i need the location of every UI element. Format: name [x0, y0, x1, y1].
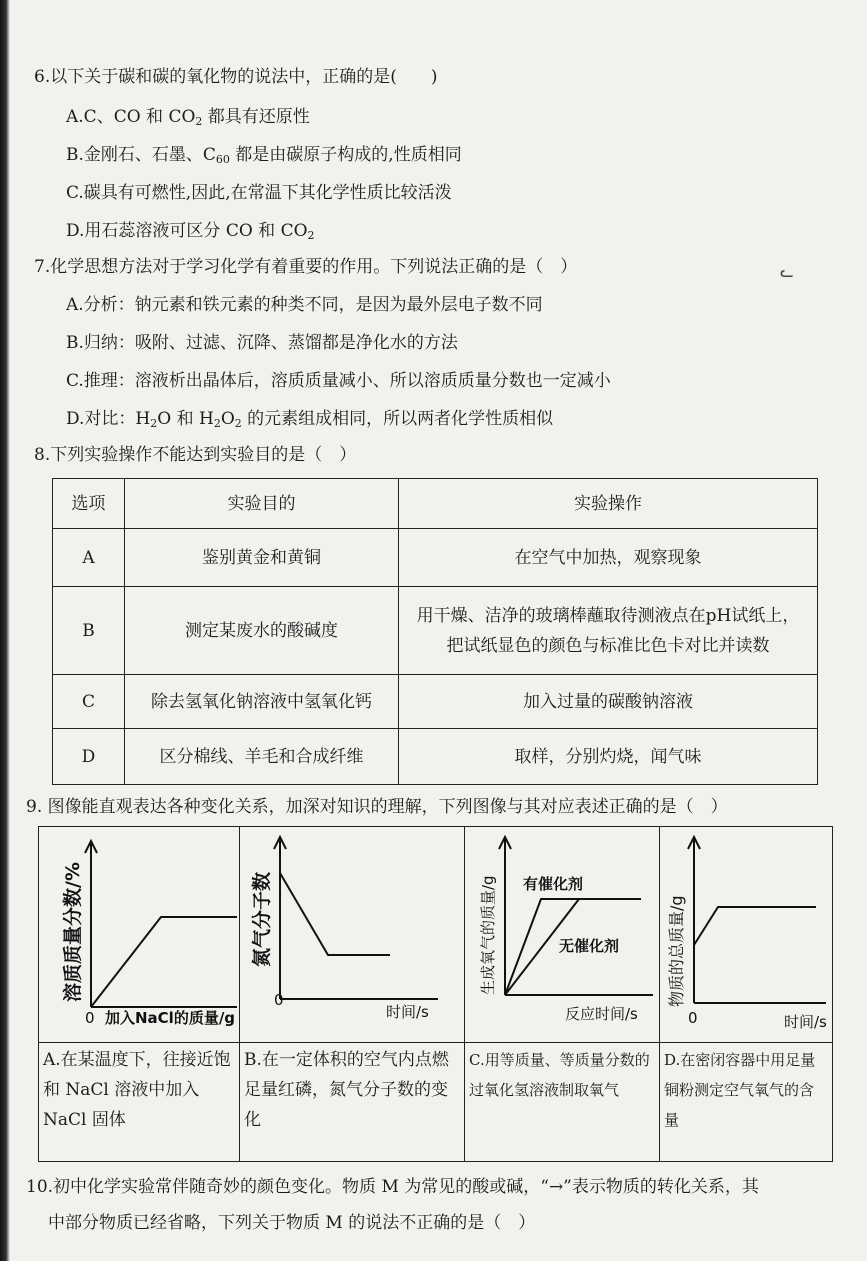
graph-d — [660, 827, 832, 1042]
graph-a-y-label: 溶质质量分数/% — [62, 862, 84, 1002]
graph-a-origin: 0 — [85, 1009, 95, 1027]
graph-c-y-label: 生成氧气的质量/g — [479, 875, 497, 995]
stray-pen-mark: ᓚ — [780, 262, 794, 281]
graph-c-series-catalyst: 有催化剂 — [523, 875, 584, 893]
table-row — [53, 675, 818, 729]
question-6-option-d: D.用石蕊溶液可区分 CO 和 $CO_2$ — [66, 221, 315, 242]
question-6-stem: 6.以下关于碳和碳的氧化物的说法中，正确的是( ) — [34, 67, 438, 87]
graph-c-series-no-catalyst: 无催化剂 — [559, 937, 620, 955]
graph-c — [465, 827, 659, 1042]
row-goal: 鉴别黄金和黄铜 — [125, 529, 399, 587]
row-option: A — [53, 529, 125, 587]
row-goal: 测定某废水的酸碱度 — [125, 587, 399, 675]
question-7-option-a: A.分析：钠元素和铁元素的种类不同，是因为最外层电子数不同 — [66, 295, 543, 315]
question-7-option-d: D.对比：$H_2O$ 和 $H_2O_2$ 的元素组成相同，所以两者化学性质相似 — [66, 409, 554, 430]
table-row — [53, 729, 818, 785]
row-option: C — [53, 675, 125, 729]
row-option: B — [53, 587, 125, 675]
question-8-stem: 8.下列实验操作不能达到实验目的是（ ） — [34, 445, 357, 465]
question-7-stem: 7.化学思想方法对于学习化学有着重要的作用。下列说法正确的是（ ） — [34, 257, 578, 277]
question-6-option-c: C.碳具有可燃性,因此,在常温下其化学性质比较活泼 — [66, 183, 452, 203]
graph-d-x-label: 时间/s — [784, 1013, 827, 1031]
row-operation: 用干燥、洁净的玻璃棒蘸取待测液点在pH试纸上， 把试纸显色的颜色与标准比色卡对比并读数 — [399, 587, 818, 675]
graph-d-curve — [694, 907, 816, 945]
experiment-table — [52, 478, 818, 785]
question-7-option-b: B.归纳：吸附、过滤、沉降、蒸馏都是净化水的方法 — [66, 333, 458, 353]
graph-grid — [38, 826, 833, 1162]
graph-b-curve — [280, 873, 390, 955]
graph-c-caption: C.用等质量、等质量分数的过氧化氢溶液制取氧气 — [469, 1051, 650, 1099]
table-header-row — [53, 479, 818, 529]
table-row — [53, 529, 818, 587]
row-operation: 在空气中加热，观察现象 — [399, 529, 818, 587]
row-goal: 区分棉线、羊毛和合成纤维 — [125, 729, 399, 785]
graph-a-caption: A.在某温度下，往接近饱和 NaCl 溶液中加入 NaCl 固体 — [43, 1050, 231, 1130]
graph-a-x-label: 加入NaCl的质量/g — [105, 1009, 236, 1027]
page-binding-shadow — [0, 0, 10, 1261]
graph-b-origin: 0 — [274, 991, 284, 1009]
row-option: D — [53, 729, 125, 785]
graph-a-curve — [91, 917, 237, 1007]
header-operation: 实验操作 — [399, 479, 818, 529]
header-option: 选项 — [53, 479, 125, 529]
graph-b-x-label: 时间/s — [386, 1003, 429, 1021]
row-operation: 加入过量的碳酸钠溶液 — [399, 675, 818, 729]
graph-b-caption: B.在一定体积的空气内点燃足量红磷，氮气分子数的变化 — [244, 1050, 449, 1130]
question-10-line-2: 中部分物质已经省略，下列关于物质 M 的说法不正确的是（ ） — [48, 1213, 536, 1233]
question-6-option-b: B.金刚石、石墨、$C_{60}$ 都是由碳原子构成的,性质相同 — [66, 145, 462, 166]
row-goal: 除去氢氧化钠溶液中氢氧化钙 — [125, 675, 399, 729]
graph-b-y-label: 氮气分子数 — [251, 871, 273, 967]
question-6-option-a: A.C、CO 和 $CO_2$ 都具有还原性 — [66, 107, 310, 128]
question-10-line-1: 10.初中化学实验常伴随奇妙的颜色变化。物质 M 为常见的酸或碱，“→”表示物质的转化关系，其 — [26, 1177, 759, 1197]
header-goal: 实验目的 — [125, 479, 399, 529]
question-7-option-c: C.推理：溶液析出晶体后，溶质质量减小、所以溶质质量分数也一定减小 — [66, 371, 611, 391]
graph-d-origin: 0 — [688, 1009, 698, 1027]
graph-a — [39, 827, 239, 1042]
graph-c-x-label: 反应时间/s — [565, 1005, 638, 1023]
graph-b — [240, 827, 464, 1042]
graph-d-y-label: 物质的总质量/g — [667, 895, 686, 1007]
graph-d-caption: D.在密闭容器中用足量铜粉测定空气氧气的含量 — [664, 1051, 816, 1129]
question-9-stem: 9. 图像能直观表达各种变化关系，加深对知识的理解，下列图像与其对应表述正确的是（ ） — [26, 797, 728, 817]
row-operation: 取样，分别灼烧，闻气味 — [399, 729, 818, 785]
table-row — [53, 587, 818, 675]
